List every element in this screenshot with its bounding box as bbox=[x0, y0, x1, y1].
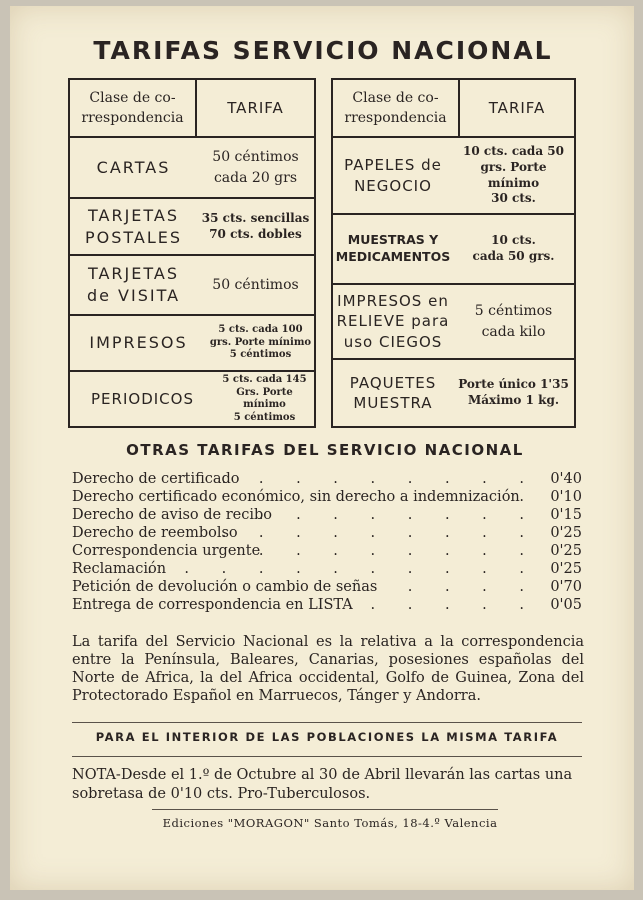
table-row bbox=[333, 360, 574, 426]
row-tariff: 10 cts. cada 50 grs. bbox=[472, 233, 555, 263]
header-tarifa: TARIFA bbox=[227, 99, 284, 117]
interior-notice: PARA EL INTERIOR DE LAS POBLACIONES LA MISMA TARIFA bbox=[95, 730, 559, 744]
rate-amount: 0'70 bbox=[550, 579, 582, 595]
rate-amount: 0'40 bbox=[550, 471, 582, 487]
tariff-table-right bbox=[331, 78, 576, 428]
row-name: IMPRESOS bbox=[89, 333, 188, 353]
row-tariff: 50 céntimos bbox=[212, 276, 299, 293]
list-item bbox=[72, 470, 582, 488]
rate-amount: 0'10 bbox=[550, 489, 582, 505]
list-item bbox=[72, 488, 582, 506]
rate-label: Derecho de aviso de recibo bbox=[72, 507, 272, 523]
list-item bbox=[72, 578, 582, 596]
rate-amount: 0'15 bbox=[550, 507, 582, 523]
row-name: PAPELES de NEGOCIO bbox=[344, 156, 442, 195]
row-name: MUESTRAS Y MEDICAMENTOS bbox=[335, 232, 451, 264]
table-header bbox=[70, 80, 314, 138]
row-tariff: 10 cts. cada 50 grs. Porte mínimo 30 cts. bbox=[463, 144, 564, 206]
row-tariff: Porte único 1'35 Máximo 1 kg. bbox=[458, 377, 569, 407]
list-item bbox=[72, 596, 582, 614]
table-row bbox=[70, 372, 314, 426]
rate-dots: . . . . . . . . . bbox=[221, 471, 538, 487]
rate-label: Reclamación bbox=[72, 561, 167, 577]
list-item bbox=[72, 542, 582, 560]
rate-label: Petición de devolución o cambio de señas bbox=[72, 579, 378, 595]
rate-dots: . . . . bbox=[407, 579, 538, 595]
otras-tarifas-title: OTRAS TARIFAS DEL SERVICIO NACIONAL bbox=[126, 441, 524, 459]
row-tariff: 5 céntimos cada kilo bbox=[474, 303, 553, 340]
coverage-paragraph: La tarifa del Servicio Nacional es la relativa a la correspondencia entre la Península, Baleares, Canarias, posesiones españolas del Norte de Africa, la del Africa occidental, Golfo de Guinea, Zona del Protectorado Español en Marruecos, Tánger y Andorra. bbox=[72, 634, 584, 704]
row-name: CARTAS bbox=[96, 157, 171, 177]
rate-dots: . . . . . bbox=[370, 597, 538, 613]
rate-amount: 0'25 bbox=[550, 561, 582, 577]
rate-amount: 0'25 bbox=[550, 543, 582, 559]
row-tariff: 5 cts. cada 100 grs. Porte mínimo 5 céntimos bbox=[209, 324, 312, 361]
rate-label: Correspondencia urgente bbox=[72, 543, 261, 559]
table-header bbox=[333, 80, 574, 138]
rate-label: Derecho de certificado bbox=[72, 471, 240, 487]
row-name: TARJETAS de VISITA bbox=[86, 264, 181, 305]
header-clase: Clase de co- rrespondencia bbox=[70, 80, 197, 136]
divider bbox=[72, 722, 582, 723]
rates-list bbox=[72, 470, 582, 614]
header-tarifa: TARIFA bbox=[488, 99, 546, 117]
row-name: IMPRESOS en RELIEVE para uso CIEGOS bbox=[336, 292, 450, 351]
table-row bbox=[70, 199, 314, 256]
rate-label: Entrega de correspondencia en LISTA bbox=[72, 597, 353, 613]
row-name: TARJETAS POSTALES bbox=[84, 205, 183, 247]
list-item bbox=[72, 524, 582, 542]
publisher-footer: Ediciones "MORAGON" Santo Tomás, 18-4.º Valencia bbox=[162, 816, 498, 830]
nota-text: NOTA-Desde el 1.º de Octubre al 30 de Abril llevarán las cartas una sobretasa de 0'10 cts. Pro-Tuberculosos. bbox=[72, 767, 573, 802]
rate-dots: . . . . . . . . . . . bbox=[147, 561, 538, 577]
rate-label: Derecho certificado económico, sin derecho a indemnización bbox=[72, 489, 520, 505]
row-tariff: 50 céntimos cada 20 grs bbox=[212, 149, 299, 186]
table-row bbox=[333, 138, 574, 215]
rate-dots: . . . . . . . . . bbox=[221, 525, 538, 541]
header-clase: Clase de co- rrespondencia bbox=[333, 80, 460, 136]
page-title: TARIFAS SERVICIO NACIONAL bbox=[93, 36, 553, 65]
rate-dots: . . . . . . . . bbox=[258, 507, 538, 523]
divider bbox=[152, 809, 498, 810]
rate-label: Derecho de reembolso bbox=[72, 525, 238, 541]
row-tariff: 5 cts. cada 145 Grs. Porte mínimo 5 céntimos bbox=[222, 374, 307, 423]
table-row bbox=[70, 138, 314, 199]
list-item bbox=[72, 560, 582, 578]
rate-amount: 0'25 bbox=[550, 525, 582, 541]
rate-dots: . . . . . . . . bbox=[258, 543, 538, 559]
table-row bbox=[70, 256, 314, 316]
table-row bbox=[70, 316, 314, 372]
row-name: PERIODICOS bbox=[91, 389, 194, 408]
row-name: PAQUETES MUESTRA bbox=[349, 373, 437, 412]
table-row bbox=[333, 215, 574, 285]
list-item bbox=[72, 506, 582, 524]
table-row bbox=[333, 285, 574, 360]
divider bbox=[72, 756, 582, 757]
rate-amount: 0'05 bbox=[550, 597, 582, 613]
row-tariff: 35 cts. sencillas 70 cts. dobles bbox=[201, 210, 310, 241]
tariff-table-left bbox=[68, 78, 316, 428]
rate-dots: . bbox=[519, 489, 538, 505]
